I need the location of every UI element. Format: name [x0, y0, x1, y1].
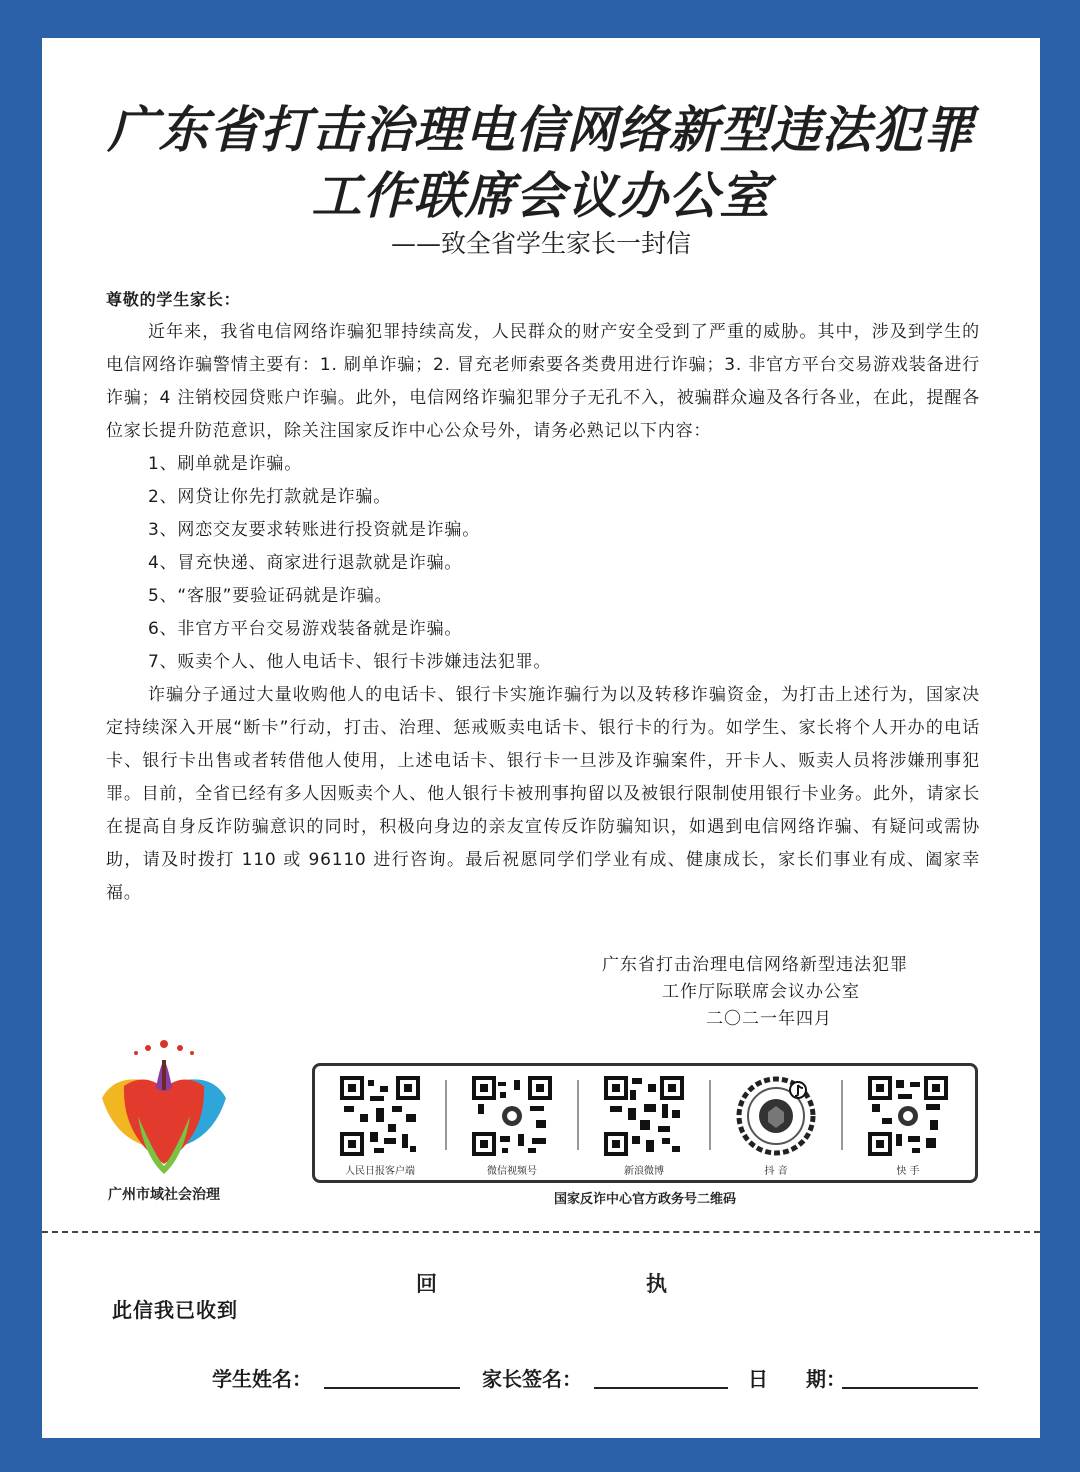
receipt-title-left: 回 [416, 1272, 437, 1296]
qr-label: 新浪微博 [624, 1166, 664, 1177]
qr-code-icon [868, 1076, 948, 1156]
date-field[interactable] [842, 1387, 978, 1389]
student-name-label: 学生姓名： [212, 1367, 312, 1391]
qr-code-icon [472, 1076, 552, 1156]
qr-code-icon [604, 1076, 684, 1156]
guangzhou-logo [94, 1036, 234, 1211]
qr-code-icon [340, 1076, 420, 1156]
student-name-field[interactable] [324, 1387, 460, 1389]
qr-code-sina-weibo[interactable] [579, 1072, 709, 1176]
douyin-code-icon [736, 1076, 816, 1156]
receipt-form [212, 1363, 1012, 1403]
subtitle: ——致全省学生家长一封信 [390, 229, 691, 258]
receipt-title-right: 执 [646, 1272, 667, 1296]
list-item: 5、“客服”要验证码就是诈骗。 [148, 586, 393, 606]
signature-org-line-2: 工作厅际联席会议办公室 [662, 982, 860, 1002]
closing-paragraph: 诈骗分子通过大量收购他人的电话卡、银行卡实施诈骗行为以及转移诈骗资金，为打击上述行为，国家决定持续深入开展“断卡”行动，打击、治理、惩戒贩卖电话卡、银行卡的行为。如学生、家长将个人开办的电话卡、银行卡出售或者转借他人使用，上述电话卡、银行卡一旦涉及诈骗案件，开卡人、贩卖人员将涉嫌刑事犯罪。目前，全省已经有多人因贩卖个人、他人银行卡被刑事拘留以及被银行限制使用银行卡业务。此外，请家长在提高自身反诈防骗意识的同时，积极向身边的亲友宣传反诈防骗知识，如遇到电信网络诈骗、有疑问或需协助，请及时拨打 110 或 96110 进行咨询。最后祝愿同学们学业有成、健康成长，家长们事业有成、阖家幸福。 [106, 685, 980, 903]
qr-code-people-daily[interactable] [315, 1072, 445, 1176]
letter-body [106, 283, 980, 910]
qr-caption: 国家反诈中心官方政务号二维码 [553, 1192, 736, 1207]
warning-list [106, 448, 980, 679]
salutation: 尊敬的学生家长： [106, 290, 241, 309]
qr-label: 快 手 [896, 1166, 920, 1177]
parent-signature-label: 家长签名： [482, 1367, 582, 1391]
title-line-2: 工作联席会议办公室 [311, 167, 771, 225]
date-label-b: 期： [806, 1367, 846, 1391]
parent-signature-field[interactable] [594, 1387, 728, 1389]
list-item: 1、刷单就是诈骗。 [148, 454, 303, 474]
logo-text: 广州市域社会治理 [108, 1187, 220, 1203]
list-item: 2、网贷让你先打款就是诈骗。 [148, 487, 392, 507]
letter-page [42, 38, 1040, 1438]
received-statement: 此信我已收到 [112, 1298, 238, 1322]
qr-label: 微信视频号 [487, 1166, 537, 1177]
list-item: 7、贩卖个人、他人电话卡、银行卡涉嫌违法犯罪。 [148, 652, 552, 672]
qr-code-kuaishou[interactable] [843, 1072, 973, 1176]
qr-label: 人民日报客户端 [345, 1166, 415, 1177]
list-item: 3、网恋交友要求转账进行投资就是诈骗。 [148, 520, 481, 540]
signature-block [602, 952, 1022, 1033]
qr-code-douyin[interactable] [711, 1072, 841, 1176]
date-label-a: 日 [748, 1367, 768, 1391]
signature-org-line-1: 广东省打击治理电信网络新型违法犯罪 [602, 955, 908, 975]
qr-code-panel [312, 1063, 978, 1183]
tulip-logo-icon [94, 1036, 234, 1181]
signature-date: 二〇二一年四月 [706, 1009, 832, 1029]
list-item: 6、非官方平台交易游戏装备就是诈骗。 [148, 619, 463, 639]
tear-line-divider [42, 1231, 1040, 1233]
qr-label: 抖 音 [764, 1166, 788, 1177]
list-item: 4、冒充快递、商家进行退款就是诈骗。 [148, 553, 463, 573]
intro-paragraph: 近年来，我省电信网络诈骗犯罪持续高发，人民群众的财产安全受到了严重的威胁。其中，涉及到学生的电信网络诈骗警情主要有：1. 刷单诈骗；2. 冒充老师索要各类费用进行诈骗；3. 非官方平台交易游戏装备进行诈骗；4 注销校园贷账户诈骗。此外，电信网络诈骗犯罪分子无孔不入，被骗群众遍及各行各业，在此，提醒各位家长提升防范意识，除关注国家反诈中心公众号外，请务必熟记以下内容： [106, 322, 980, 441]
title-line-1: 广东省打击治理电信网络新型违法犯罪 [107, 101, 975, 159]
qr-code-wechat-video[interactable] [447, 1072, 577, 1176]
